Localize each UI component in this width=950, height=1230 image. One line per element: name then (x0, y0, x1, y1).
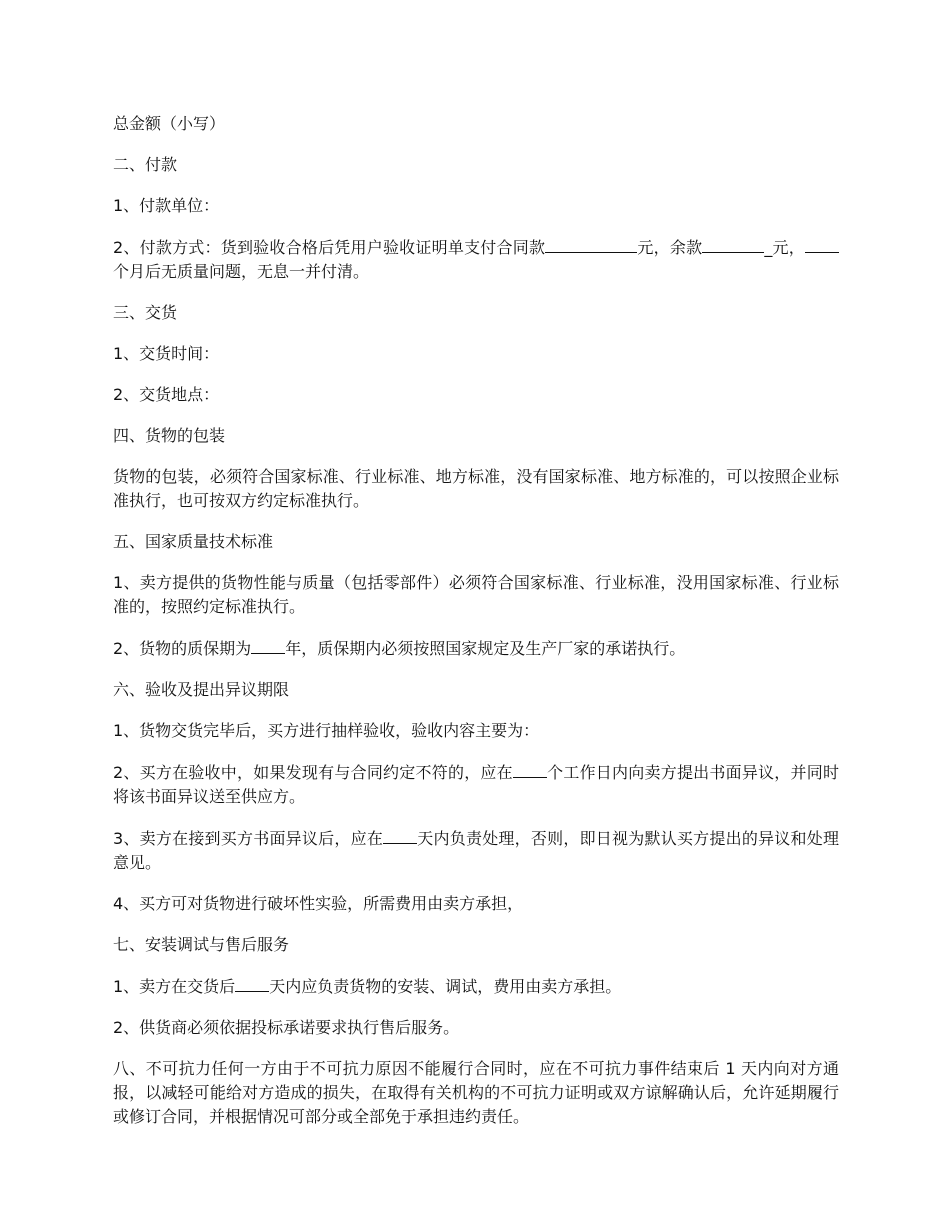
balance-blank (702, 235, 764, 253)
payment-method-text-3: _元， (764, 238, 805, 257)
acceptance-paragraph-3 (113, 826, 839, 875)
quality-standard-paragraph: 1、卖方提供的货物性能与质量（包括零部件）必须符合国家标准、行业标准，没用国家标准、行业标准的，按照约定标准执行。 (113, 573, 839, 616)
warranty-text-2: 年，质保期内必须按照国家规定及生产厂家的承诺执行。 (285, 639, 686, 658)
payment-method-text-1: 2、付款方式：货到验收合格后凭用户验收证明单支付合同款 (113, 238, 546, 257)
total-amount-line: 总金额（小写） (113, 114, 226, 133)
acceptance-paragraph-2 (113, 760, 839, 809)
installation-text-1: 1、卖方在交货后 (113, 977, 236, 996)
payment-unit-line: 1、付款单位： (113, 196, 220, 215)
payment-method-text-2: 元，余款 (637, 238, 703, 257)
months-blank (805, 235, 839, 253)
section-heading-payment: 二、付款 (113, 155, 178, 174)
warranty-years-blank (251, 636, 285, 654)
warranty-text-1: 2、货物的质保期为 (113, 639, 252, 658)
payment-method-paragraph (113, 235, 839, 284)
payment-method-text-4: 个月后无质量问题，无息一并付清。 (113, 262, 370, 281)
acceptance-2-text-1: 2、买方在验收中，如果发现有与合同约定不符的，应在 (113, 763, 513, 782)
installation-paragraph-2: 2、供货商必须依据投标承诺要求执行售后服务。 (113, 1018, 460, 1037)
installation-text-2: 天内应负责货物的安装、调试，费用由卖方承担。 (269, 977, 622, 996)
document-page (113, 112, 839, 1146)
section-heading-quality-standard: 五、国家质量技术标准 (113, 532, 274, 551)
section-heading-installation: 七、安装调试与售后服务 (113, 935, 290, 954)
acceptance-3-text-1: 3、卖方在接到买方书面异议后，应在 (113, 829, 384, 848)
acceptance-paragraph-4: 4、买方可对货物进行破坏性实验，所需费用由卖方承担， (113, 894, 524, 913)
delivery-place-line: 2、交货地点： (113, 385, 220, 404)
acceptance-2-text-2: 个工作日内向卖方提出书面异议，并同时将该书面异议送至供应方。 (113, 763, 839, 806)
delivery-time-line: 1、交货时间： (113, 344, 220, 363)
installation-days-blank (235, 974, 269, 992)
packaging-paragraph: 货物的包装，必须符合国家标准、行业标准、地方标准，没有国家标准、地方标准的，可以按照企业标准执行，也可按双方约定标准执行。 (113, 467, 839, 510)
installation-paragraph-1 (113, 974, 839, 999)
warranty-paragraph (113, 636, 839, 661)
acceptance-paragraph-1: 1、货物交货完毕后，买方进行抽样验收，验收内容主要为： (113, 721, 540, 740)
contract-payment-blank (545, 235, 637, 253)
force-majeure-paragraph: 八、不可抗力任何一方由于不可抗力原因不能履行合同时，应在不可抗力事件结束后 1 天内向对方通报，以减轻可能给对方造成的损失，在取得有关机构的不可抗力证明或双方谅解确认后，允许延期履行或修订合同，并根据情况可部分或全部免于承担违约责任。 (113, 1059, 839, 1126)
section-heading-acceptance: 六、验收及提出异议期限 (113, 680, 290, 699)
workdays-blank (513, 760, 547, 778)
days-blank (383, 826, 417, 844)
acceptance-3-text-2: 天内负责处理，否则，即日视为默认买方提出的异议和处理意见。 (113, 829, 839, 872)
section-heading-packaging: 四、货物的包装 (113, 426, 226, 445)
section-heading-delivery: 三、交货 (113, 303, 178, 322)
